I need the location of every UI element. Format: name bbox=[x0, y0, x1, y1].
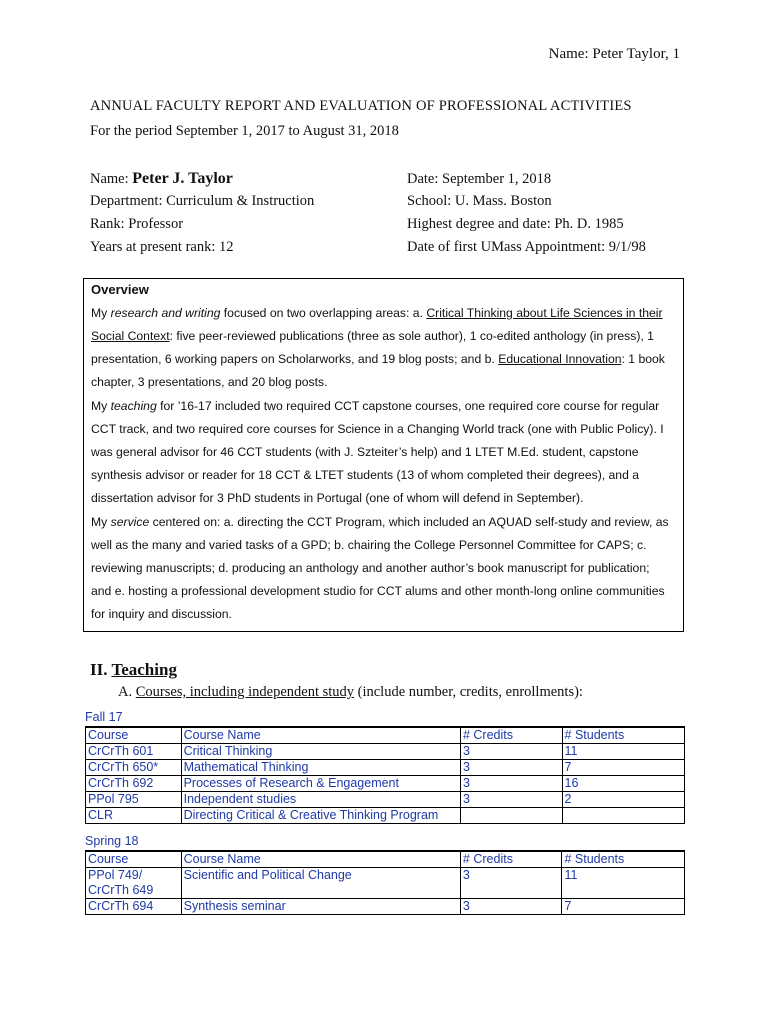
subsection-heading-courses bbox=[118, 684, 583, 701]
text: My bbox=[91, 515, 111, 529]
course-students: 16 bbox=[562, 776, 684, 792]
table-row bbox=[86, 868, 685, 899]
section-heading-teaching bbox=[90, 660, 177, 680]
course-students: 11 bbox=[562, 744, 684, 760]
overview-line bbox=[91, 514, 669, 530]
course-name: Critical Thinking bbox=[181, 744, 460, 760]
table-row bbox=[86, 776, 685, 792]
highest-degree: Highest degree and date: Ph. D. 1985 bbox=[407, 216, 624, 232]
name-line bbox=[90, 170, 233, 188]
term-label-spring: Spring 18 bbox=[85, 834, 139, 848]
table-row bbox=[86, 899, 685, 915]
overview-line: well as the many and varied tasks of a GPD; b. chairing the College Personnel Committee for CAPS; c. bbox=[91, 538, 647, 552]
name-label: Name: bbox=[90, 171, 133, 187]
course-code: PPol 795 bbox=[86, 792, 182, 808]
course-name: Independent studies bbox=[181, 792, 460, 808]
course-credits: 3 bbox=[460, 899, 562, 915]
name-value: Peter J. Taylor bbox=[132, 170, 233, 187]
section-title: Teaching bbox=[111, 660, 177, 679]
table-row bbox=[86, 808, 685, 824]
overview-line: and e. hosting a professional development studio for CCT alums and other month-long online communities bbox=[91, 584, 665, 598]
report-title: ANNUAL FACULTY REPORT AND EVALUATION OF PROFESSIONAL ACTIVITIES bbox=[90, 98, 632, 114]
overview-line: CCT track, and two required core courses for Science in a Changing World track (one with Public Policy). I bbox=[91, 422, 664, 436]
text: centered on: a. directing the CCT Program, which included an AQUAD self-study and review, as bbox=[149, 515, 669, 529]
course-students: 7 bbox=[562, 760, 684, 776]
text: for ’16-17 included two required CCT capstone courses, one required core course for regular bbox=[156, 399, 660, 413]
overview-line: dissertation advisor for 3 PhD students in Portugal (one of whom will defend in September). bbox=[91, 491, 584, 505]
column-header: Course bbox=[86, 727, 182, 744]
spring-courses-table bbox=[85, 850, 685, 915]
overview-line: was general advisor for 46 CCT students (with J. Szteiter’s help) and 1 LTET M.Ed. student, capstone bbox=[91, 445, 639, 459]
text-italic: teaching bbox=[110, 399, 157, 413]
column-header: # Credits bbox=[460, 727, 562, 744]
rank: Rank: Professor bbox=[90, 216, 184, 232]
text-underlined: Social Context bbox=[91, 329, 170, 343]
text-italic: service bbox=[110, 515, 150, 529]
column-header: Course Name bbox=[181, 851, 460, 868]
overview-line bbox=[91, 305, 663, 321]
department: Department: Curriculum & Instruction bbox=[90, 193, 315, 209]
table-row bbox=[86, 760, 685, 776]
text: presentation, 6 working papers on Scholarworks, and 19 blog posts; and b. bbox=[91, 352, 499, 366]
text-italic: research and writing bbox=[110, 306, 221, 320]
table-row bbox=[86, 744, 685, 760]
course-code: CLR bbox=[86, 808, 182, 824]
subsection-number: A. bbox=[118, 684, 136, 700]
course-name: Synthesis seminar bbox=[181, 899, 460, 915]
overview-line: synthesis advisor or reader for 18 CCT & LTET students (13 of whom completed their degrees), and a bbox=[91, 468, 640, 482]
text-underlined: Critical Thinking about Life Sciences in their bbox=[426, 306, 663, 320]
overview-line bbox=[91, 351, 665, 367]
course-code: CrCrTh 601 bbox=[86, 744, 182, 760]
years-at-rank: Years at present rank: 12 bbox=[90, 239, 234, 255]
school: School: U. Mass. Boston bbox=[407, 193, 552, 209]
course-name: Scientific and Political Change bbox=[181, 868, 460, 899]
course-code: CrCrTh 650* bbox=[86, 760, 182, 776]
course-name: Processes of Research & Engagement bbox=[181, 776, 460, 792]
overview-line: for inquiry and discussion. bbox=[91, 607, 232, 621]
course-credits: 3 bbox=[460, 776, 562, 792]
column-header: # Students bbox=[562, 851, 685, 868]
course-credits: 3 bbox=[460, 744, 562, 760]
text: My bbox=[91, 399, 111, 413]
report-date: Date: September 1, 2018 bbox=[407, 171, 552, 187]
overview-line: chapter, 3 presentations, and 20 blog posts. bbox=[91, 375, 328, 389]
course-name: Directing Critical & Creative Thinking Program bbox=[181, 808, 460, 824]
course-credits: 3 bbox=[460, 868, 562, 899]
course-students: 2 bbox=[562, 792, 684, 808]
text: focused on two overlapping areas: a. bbox=[220, 306, 427, 320]
subsection-title: Courses, including independent study bbox=[135, 684, 355, 700]
text: : 1 book bbox=[621, 352, 665, 366]
column-header: # Credits bbox=[460, 851, 562, 868]
running-head: Name: Peter Taylor, 1 bbox=[548, 46, 680, 62]
overview-line: reviewing manuscripts; d. producing an anthology and another author’s book manuscript for publication; bbox=[91, 561, 650, 575]
report-period: For the period September 1, 2017 to August 31, 2018 bbox=[90, 123, 399, 139]
course-students: 7 bbox=[562, 899, 685, 915]
overview-line bbox=[91, 328, 654, 344]
section-number: II. bbox=[90, 660, 112, 679]
text: My bbox=[91, 306, 111, 320]
course-students: 11 bbox=[562, 868, 685, 899]
text-underlined: Educational Innovation bbox=[498, 352, 622, 366]
course-students bbox=[562, 808, 684, 824]
course-credits: 3 bbox=[460, 760, 562, 776]
course-credits: 3 bbox=[460, 792, 562, 808]
term-label-fall: Fall 17 bbox=[85, 710, 123, 724]
overview-heading: Overview bbox=[91, 282, 149, 297]
overview-line bbox=[91, 398, 659, 414]
subsection-note: (include number, credits, enrollments): bbox=[354, 684, 583, 700]
course-code: CrCrTh 694 bbox=[86, 899, 182, 915]
table-header-row bbox=[86, 727, 685, 744]
column-header: Course bbox=[86, 851, 182, 868]
first-appointment: Date of first UMass Appointment: 9/1/98 bbox=[407, 239, 646, 255]
table-header-row bbox=[86, 851, 685, 868]
course-name: Mathematical Thinking bbox=[181, 760, 460, 776]
course-credits bbox=[460, 808, 562, 824]
column-header: # Students bbox=[562, 727, 684, 744]
fall-courses-table bbox=[85, 726, 685, 824]
course-code: PPol 749/ CrCrTh 649 bbox=[86, 868, 182, 899]
table-row bbox=[86, 792, 685, 808]
text: : five peer-reviewed publications (three as sole author), 1 co-edited anthology (in press), 1 bbox=[169, 329, 654, 343]
course-code: CrCrTh 692 bbox=[86, 776, 182, 792]
column-header: Course Name bbox=[181, 727, 460, 744]
